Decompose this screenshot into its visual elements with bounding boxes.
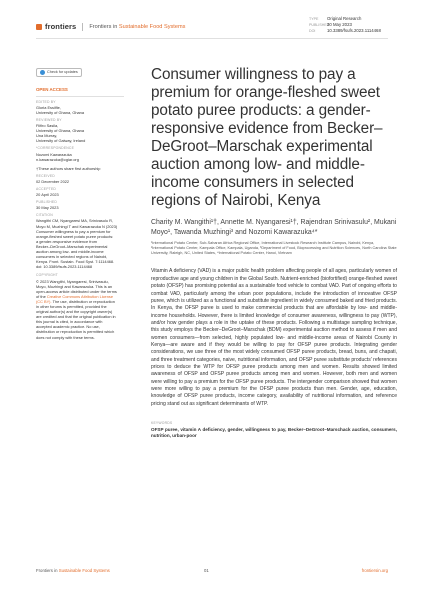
copyright-line: © 2023 Wangithi, Nyangaresi, Srinivasulu, xyxy=(36,278,109,284)
copyright-text: of the xyxy=(36,293,47,299)
check-for-updates-button[interactable] xyxy=(36,68,82,77)
received-label: RECEIVED xyxy=(36,173,55,178)
reviewed-by-label: REVIEWED BY xyxy=(36,117,62,122)
received-value: 02 December 2022 xyxy=(36,178,70,184)
citation-line: consumers in selected regions of Nairobi, xyxy=(36,254,108,260)
copyright-line: distribution or reproduction is permitted which xyxy=(36,329,115,335)
published-value: 30 May 2023 xyxy=(327,22,352,28)
copyright xyxy=(36,273,124,339)
accepted-value: 20 April 2023 xyxy=(36,192,59,198)
citation xyxy=(36,213,124,269)
doi-link[interactable]: 10.3389/fsufs.2023.1114468 xyxy=(327,28,381,34)
brand-divider xyxy=(82,23,83,31)
published-label: PUBLISHED xyxy=(36,200,58,205)
reviewed-by xyxy=(36,118,124,143)
journal-branding xyxy=(36,22,185,31)
frontiers-logo-icon xyxy=(36,24,42,30)
reviewed-by-line: University of Galway, Ireland xyxy=(36,138,86,144)
correspondence-email[interactable]: n.kawarazuka@cgiar.org xyxy=(36,156,79,162)
copyright-line: does not comply with these terms. xyxy=(36,334,95,340)
article-sidebar xyxy=(36,68,124,342)
open-access-badge: OPEN ACCESS xyxy=(36,87,68,93)
journal-prefix: Frontiers in xyxy=(89,23,118,30)
update-check-icon xyxy=(40,70,45,75)
journal-breadcrumb[interactable] xyxy=(89,24,185,30)
citation-doi[interactable]: doi: 10.3389/fsufs.2023.1114468 xyxy=(36,264,93,270)
citation-line: a gender-responsive evidence from xyxy=(36,238,97,244)
footer-journal[interactable] xyxy=(36,568,110,573)
citation-line: Consumer willingness to pay a premium for xyxy=(36,228,111,234)
published-label: PUBLISHED xyxy=(309,23,330,28)
copyright-line: original author(s) and the copyright owner(s) xyxy=(36,309,113,315)
reviewed-by-line: Fiifiro Sasila, xyxy=(36,123,59,129)
copyright-line: open-access article distributed under the terms xyxy=(36,288,117,294)
citation-line: orange-fleshed sweet potato puree products: xyxy=(36,233,114,239)
equal-contribution-note: †These authors share first authorship xyxy=(36,165,101,171)
license-abbrev-link[interactable]: (CC BY). xyxy=(36,298,52,304)
edited-by xyxy=(36,100,124,115)
citation-line: Moyo M, Muzhingi T and Kawarazuka N (2023) xyxy=(36,223,118,229)
copyright-line: this journal is cited, in accordance with xyxy=(36,319,103,325)
correspondence-label: *CORRESPONDENCE xyxy=(36,146,75,151)
article-title: Consumer willingness to pay a premium for orange-fleshed sweet potato puree products: a gender-responsive evidence from Becker–DeGroot–Marschak experimental auction among low- and middle-income consumers in selected regions of Nairobi, Kenya xyxy=(151,66,383,209)
sidebar-divider xyxy=(36,96,124,97)
keywords-label: KEYWORDS xyxy=(151,421,173,425)
accepted-label: ACCEPTED xyxy=(36,187,57,191)
type-value: Original Research xyxy=(327,16,362,21)
edited-by-label: EDITED BY xyxy=(36,99,56,104)
copyright-text: The use, distribution or reproduction xyxy=(52,298,115,304)
check-updates-label: Check for updates xyxy=(47,70,78,74)
footer-site-link[interactable]: frontiersin.org xyxy=(361,568,388,573)
published xyxy=(36,200,124,210)
header-divider xyxy=(36,38,388,39)
citation-line: Wangithi CM, Nyangaresi MA, Srinivasulu R, xyxy=(36,218,114,224)
footer-journal-prefix: Frontiers in xyxy=(36,568,58,573)
published-value: 30 May 2023 xyxy=(36,205,59,211)
type-label: TYPE xyxy=(309,17,319,21)
page-number: 01 xyxy=(204,568,209,573)
citation-label: CITATION xyxy=(36,213,53,218)
received xyxy=(36,174,124,184)
copyright-line: accepted academic practice. No use, xyxy=(36,324,100,330)
keywords: OFSP puree, vitamin A deficiency, gender, willingness to pay, Becker–DeGroot–Marschack auction, consumers, nutrition, urban-poor xyxy=(151,427,397,439)
citation-line: auction among low- and middle-income xyxy=(36,249,104,255)
page-header xyxy=(0,0,424,50)
brand-name[interactable]: frontiers xyxy=(45,22,77,31)
journal-name: Sustainable Food Systems xyxy=(118,23,186,30)
copyright-line: Moyo, Muzhingi and Kawarazuka. This is an xyxy=(36,283,113,289)
copyright-line: in other forums is permitted, provided the xyxy=(36,303,107,309)
footer-journal-name: Sustainable Food Systems xyxy=(58,568,110,573)
article-main xyxy=(151,66,397,440)
citation-line: Becker–DeGroot–Marschak experimental xyxy=(36,243,108,249)
citation-line: Kenya. Front. Sustain. Food Syst. 7:1114468. xyxy=(36,259,115,265)
affiliations: ¹International Potato Center, Sub-Saharan Africa Regional Office, International Livestock Research Institute Campus, Nairobi, Kenya, ²International Potato Center, Kampala Office, Kampala, Uganda, ³Department of Food, Bioprocessing and Nutrition Sciences, North Carolina State University, Raleigh, NC, United States, ⁴International Potato Center, Hanoi, Vietnam xyxy=(151,241,397,256)
edited-by-line: Gloria Essilfie, xyxy=(36,104,61,110)
correspondence-name: Nozomi Kawarazuka xyxy=(36,151,72,157)
accepted xyxy=(36,187,124,197)
correspondence xyxy=(36,146,124,161)
author-list[interactable]: Charity M. Wangithi¹†, Annette M. Nyangaresi¹†, Rajendran Srinivasulu², Mukani Moyo¹, Tawanda Muzhingi³ and Nozomi Kawarazuka⁴* xyxy=(151,219,397,236)
copyright-line: are credited and that the original publication in xyxy=(36,314,116,320)
copyright-label: COPYRIGHT xyxy=(36,273,58,278)
doi-label: DOI xyxy=(309,29,316,34)
reviewed-by-line: University of Ghana, Ghana xyxy=(36,128,85,134)
reviewed-by-line: Una Murray, xyxy=(36,133,58,139)
article-meta xyxy=(309,16,381,35)
license-link[interactable]: Creative Commons Attribution License xyxy=(46,293,113,299)
abstract: Vitamin A deficiency (VAD) is a major public health problem affecting people of all ages, particularly women of reproductive age and young children in the Global South. Nutrient-enriched (biofortified) orange-fleshed sweet potato (OFSP) has promising potential as a sustainable food vehicle to combat VAD. Part of ongoing efforts to combat VAD, particularly among the urban poor populations, include the introduction of innovative OFSP puree, which is utilized as a functional and substitute ingredient in widely consumed baked and fried products. In Kenya, the OFSP puree is used to make commercial products that are affordable by low- and middle-income households. However, there is limited knowledge of consumer awareness, willingness to pay (WTP), and/or how gender plays a role in the uptake of these products. Following a multistage sampling technique, this study employs the Becker–DeGroot–Marschak (BDM) experimental auction method to assess if men and women consumers—from selected, highly populated low- and middle-income areas of Nairobi County in Kenya—are aware and if they would be willing to pay for OFSP puree products. Integrating gender considerations, we use three of the most widely consumed OFSP puree products, bread, buns, and chapati, and three treatment categories, naive, nutritional information, and OFSP puree substitute products' references prices to deduce the WTP for OFSP puree products among men and women. Results showed limited awareness of OFSP and OFSP puree products among men and women. However, both men and women were willing to pay a premium for the OFSP puree products. The intergender comparison showed that women were more willing to pay a premium for the OFSP puree products than men. Gender, age, education, knowledge of OFSP puree products, income category, availability of nutritional information, and reference pricing stand out as significant determinants of WTP. xyxy=(151,268,397,407)
edited-by-line: University of Ghana, Ghana xyxy=(36,109,85,115)
